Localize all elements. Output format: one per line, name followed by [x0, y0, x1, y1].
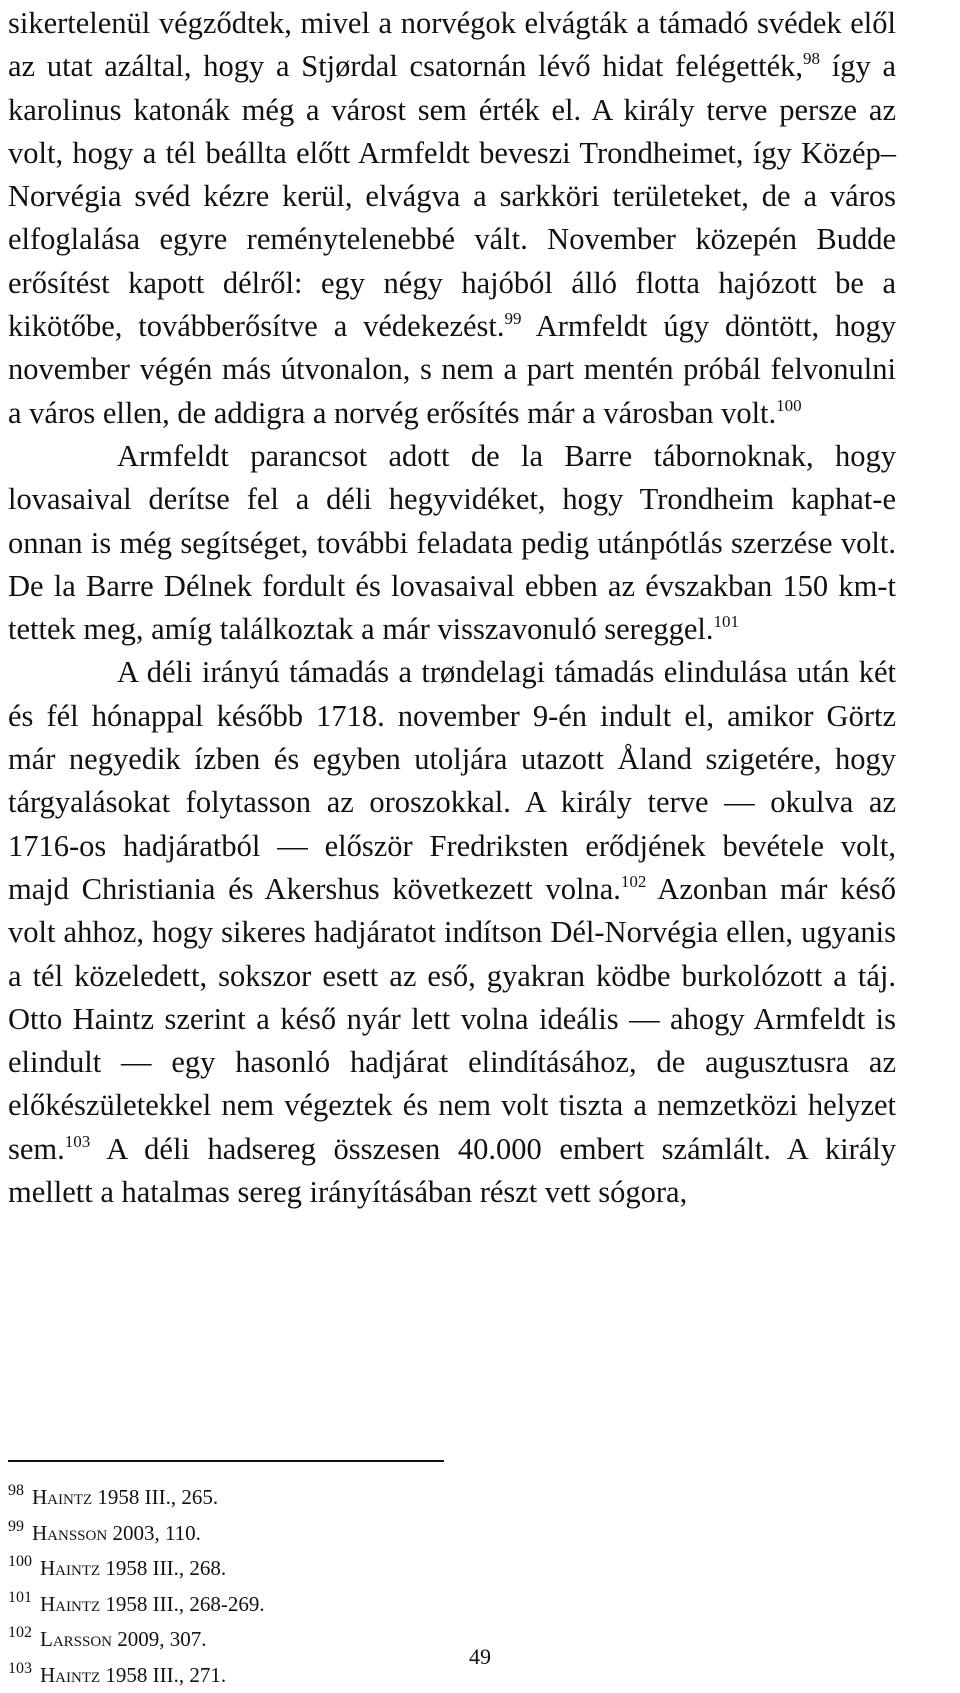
footnote-author: Haintz: [32, 1485, 92, 1509]
footnote-ref-98[interactable]: 98: [803, 49, 820, 68]
text-segment: Armfeldt úgy döntött, hogy november végén más útvonalon, s nem a part mentén próbál felvonulni a város ellen, de addigra a norvég erősítés már a városban volt.: [8, 309, 896, 430]
footnote-author: Larsson: [40, 1627, 112, 1651]
footnote-author: Haintz: [40, 1592, 100, 1616]
footnote-author: Hansson: [32, 1521, 107, 1545]
footnote-ref-102[interactable]: 102: [621, 872, 647, 891]
page-number: 49: [0, 1644, 960, 1670]
footnote-ref: 1958 III., 268.: [100, 1556, 226, 1580]
footnote-separator: [8, 1460, 444, 1462]
paragraph: [8, 2, 896, 435]
footnote-author: Haintz: [40, 1556, 100, 1580]
footnote-ref: 2003, 110.: [107, 1521, 201, 1545]
footnote-ref: 1958 III., 265.: [92, 1485, 218, 1509]
footnote-item: [8, 1587, 708, 1623]
footnote-ref-100[interactable]: 100: [776, 396, 802, 415]
page-body: [8, 0, 896, 1214]
footnote-number: 102: [8, 1624, 32, 1641]
text-segment: Azonban már késő volt ahhoz, hogy sikeres hadjáratot indítson Dél-Norvégia ellen, ugyanis a tél közeledett, sokszor esett az eső, gyakran ködbe burkolózott a táj. Otto Haintz szerint a késő nyár lett volna ideális — ahogy Armfeldt is elindult — egy hasonló hadjárat elindításához, de augusztusra az előkészületekkel nem végeztek és nem volt tiszta a nemzetközi helyzet sem.: [8, 872, 896, 1166]
footnote-item: [8, 1480, 708, 1516]
paragraph: [8, 435, 896, 651]
footnote-ref-103[interactable]: 103: [65, 1132, 91, 1151]
footnote-number: 100: [8, 1553, 32, 1570]
footnote-number: 101: [8, 1589, 32, 1606]
footnote-ref-101[interactable]: 101: [714, 612, 740, 631]
footnote-ref-99[interactable]: 99: [505, 309, 522, 328]
footnote-item: [8, 1551, 708, 1587]
text-segment: így a karolinus katonák még a várost sem érték el. A király terve persze az volt, hogy a tél beállta előtt Armfeldt beveszi Trondheimet, így Közép–Norvégia svéd kézre kerül, elvágva a sarkköri területeket, de a város elfoglalása egyre reménytelenebbé vált. November közepén Budde erősítést kapott délről: egy négy hajóból álló flotta hajózott be a kikötőbe, továbberősítve a védekezést.: [8, 49, 896, 343]
text-segment: A déli irányú támadás a trøndelagi támadás elindulása után két és fél hónappal később 1718. november 9-én indult el, amikor Görtz már negyedik ízben és egyben utoljára utazott Åland szigetére, hogy tárgyalásokat folytasson az oroszokkal. A király terve — okulva az 1716-os hadjáratból — először Fredriksten erődjének bevétele volt, majd Christiania és Akershus következett volna.: [8, 655, 896, 905]
footnote-number: 99: [8, 1518, 24, 1535]
footnote-item: [8, 1516, 708, 1552]
paragraph: [8, 651, 896, 1214]
footnote-author: Haintz: [40, 1663, 100, 1687]
footnote-ref: 1958 III., 271.: [100, 1663, 226, 1687]
footnote-number: 98: [8, 1482, 24, 1499]
footnote-ref: 1958 III., 268-269.: [100, 1592, 264, 1616]
footnote-ref: 2009, 307.: [112, 1627, 207, 1651]
main-text: [8, 0, 896, 1214]
text-segment: A déli hadsereg összesen 40.000 embert számlált. A király mellett a hatalmas sereg irányításában részt vett sógora,: [8, 1132, 896, 1209]
footnote-number: 103: [8, 1660, 32, 1677]
text-segment: Armfeldt parancsot adott de la Barre tábornoknak, hogy lovasaival derítse fel a déli hegyvidéket, hogy Trondheim kaphat-e onnan is még segítséget, további feladata pedig utánpótlás szerzése volt. De la Barre Délnek fordult és lovasaival ebben az évszakban 150 km-t tettek meg, amíg találkoztak a már visszavonuló sereggel.: [8, 439, 896, 646]
text-segment: sikertelenül végződtek, mivel a norvégok elvágták a támadó svédek elől az utat azáltal, hogy a Stjørdal csatornán lévő hidat felégették,: [8, 6, 896, 83]
